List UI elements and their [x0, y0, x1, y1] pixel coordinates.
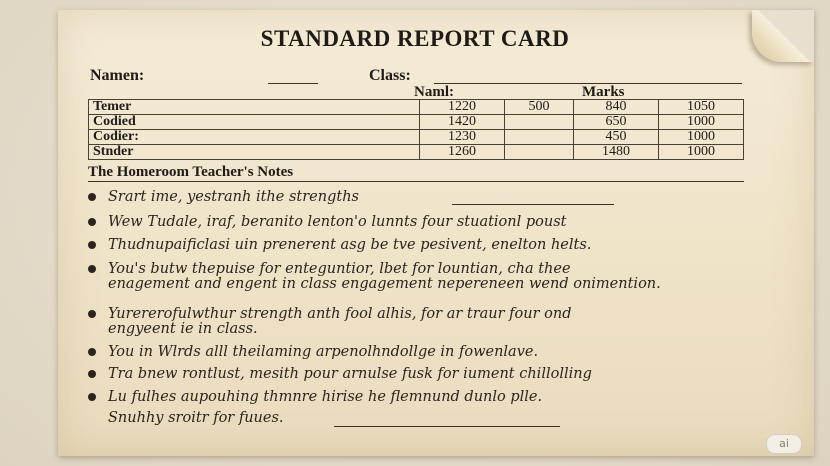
note-item: [88, 345, 728, 360]
note-text-continued: enagement and engent in class engagement nepereneen wend onimention.: [108, 276, 661, 292]
note-text: Lu fulhes aupouhing thmnre hirise he flemnund dunlo plle.: [108, 389, 543, 405]
mark-cell: 1000: [658, 145, 743, 160]
note-item: [88, 215, 728, 230]
mark-cell: 1000: [658, 130, 743, 145]
student-name: Codier:: [89, 130, 420, 145]
bullet-icon: [88, 348, 96, 356]
bullet-icon: [88, 265, 96, 273]
student-name: Stnder: [89, 145, 420, 160]
mark-cell: 1480: [573, 145, 658, 160]
mark-cell: 450: [573, 130, 658, 145]
note-item: [88, 390, 728, 405]
name-label: Namen:: [90, 67, 145, 84]
bullet-icon: [88, 241, 96, 249]
note-item: [88, 367, 728, 382]
note-text: Wew Tudale, iraf, beranito lenton'o lunnts four stuationl poust: [108, 214, 567, 230]
table-row: [89, 130, 744, 145]
note-item: [88, 262, 728, 292]
mark-cell: 1220: [420, 100, 505, 115]
mark-cell: 500: [505, 100, 574, 115]
card-title: STANDARD REPORT CARD: [260, 26, 570, 51]
marks-column-header: Marks: [582, 84, 625, 100]
mark-cell: 1420: [420, 115, 505, 130]
note-text: Thudnupaificlasi uin prenerent asg be tve pesivent, enelton helts.: [108, 237, 592, 253]
note-text: Srart ime, yestranh ithe strengths: [108, 189, 359, 205]
student-name: Temer: [89, 100, 420, 115]
fill-in-line: [452, 204, 614, 205]
table-row: [89, 115, 744, 130]
marks-table: [88, 99, 744, 160]
table-row: [89, 100, 744, 115]
note-text: Snuhhy sroitr for fuues.: [108, 410, 284, 426]
bullet-icon: [88, 393, 96, 401]
class-label: Class:: [369, 67, 411, 84]
mark-cell: 1050: [658, 100, 743, 115]
mark-cell: [505, 145, 574, 160]
mark-cell: [505, 115, 574, 130]
note-text: You's butw thepuise for enteguntior, lbet for lountian, cha thee: [108, 261, 571, 277]
fill-in-line: [334, 426, 560, 427]
note-item: [88, 190, 728, 205]
mark-cell: [505, 130, 574, 145]
note-item: [88, 238, 728, 253]
bullet-icon: [88, 370, 96, 378]
note-text: Yurererofulwthur strength anth fool alhis, for ar traur four ond: [108, 306, 572, 322]
name-column-header: Naml:: [414, 84, 454, 100]
note-text: Tra bnew rontlust, mesith pour arnulse fusk for iument chillolling: [108, 366, 592, 382]
note-text: You in Wlrds alll theilaming arpenolhndollge in fowenlave.: [108, 344, 539, 360]
notes-underline: [88, 181, 744, 182]
note-item: [88, 411, 728, 426]
bullet-icon: [88, 193, 96, 201]
ai-badge: ai: [766, 434, 802, 454]
mark-cell: 650: [573, 115, 658, 130]
notes-heading: The Homeroom Teacher's Notes: [88, 164, 294, 180]
note-item: [88, 307, 728, 337]
mark-cell: 1260: [420, 145, 505, 160]
note-text-continued: engyeent ie in class.: [108, 321, 258, 337]
mark-cell: 840: [573, 100, 658, 115]
mark-cell: 1230: [420, 130, 505, 145]
student-name: Codied: [89, 115, 420, 130]
mark-cell: 1000: [658, 115, 743, 130]
table-row: [89, 145, 744, 160]
name-line: [268, 83, 318, 84]
bullet-icon: [88, 218, 96, 226]
bullet-icon: [88, 310, 96, 318]
